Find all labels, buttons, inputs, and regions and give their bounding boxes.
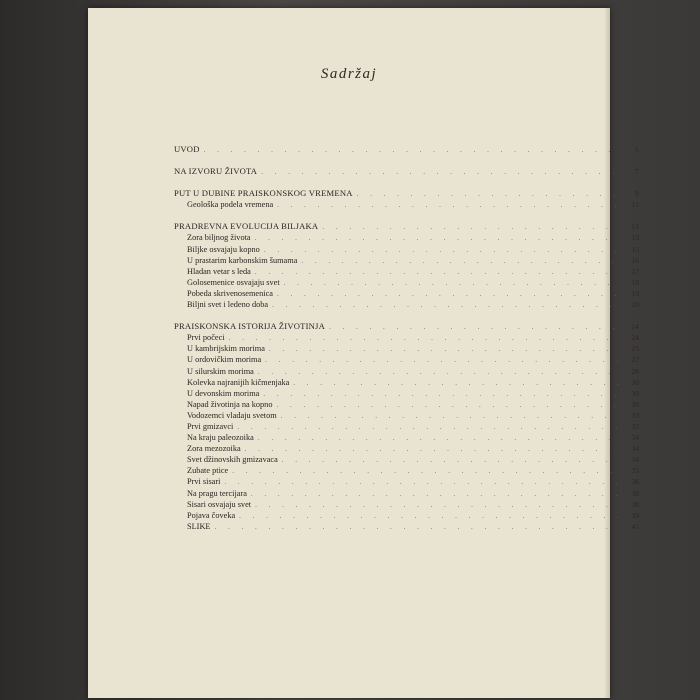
toc-entry-label: Zubate ptice (187, 466, 229, 476)
toc-subentry (174, 277, 639, 288)
toc-subentry (174, 410, 639, 421)
toc-subentry (174, 299, 639, 310)
toc-page-number: 33 (631, 410, 639, 420)
toc-entry-label: SLIKE (187, 521, 211, 531)
toc-subentry (174, 421, 639, 432)
toc-page-number: 30 (631, 399, 639, 409)
toc-entry-label: Prvi sisari (187, 477, 221, 487)
toc-page-number: 34 (631, 444, 639, 454)
toc-page-number: 33 (631, 421, 639, 431)
toc-entry-label: Geološka podela vremena (187, 200, 274, 210)
toc-page-number: 13 (631, 222, 639, 232)
toc-entry-label: U prastarim karbonskim šumama (187, 255, 298, 265)
toc-page-number: 25 (631, 344, 639, 354)
toc-leader-dots (264, 245, 619, 256)
toc-page-number: 24 (631, 322, 639, 332)
toc-page-number: 18 (631, 277, 639, 287)
toc-leader-dots (284, 278, 619, 289)
toc-page-number: 28 (631, 366, 639, 376)
toc-leader-dots (258, 367, 619, 378)
toc-gap (174, 210, 639, 221)
toc-leader-dots (272, 300, 619, 311)
toc-page-number: 30 (631, 377, 639, 387)
toc-section-entry (174, 221, 639, 232)
toc-leader-dots (301, 256, 619, 267)
toc-entry-label: Zora mezozoika (187, 444, 241, 454)
toc-subentry (174, 488, 639, 499)
toc-leader-dots (322, 222, 619, 233)
toc-gap (174, 155, 639, 166)
toc-page-number: 38 (631, 488, 639, 498)
toc-entry-label: Hladan vetar s leda (187, 266, 251, 276)
toc-page-number: 34 (631, 455, 639, 465)
toc-entry-label: Na pragu tercijara (187, 488, 247, 498)
toc-leader-dots (215, 522, 619, 533)
toc-leader-dots (276, 400, 619, 411)
toc-leader-dots (258, 433, 619, 444)
toc-leader-dots (224, 477, 619, 488)
toc-entry-label: Pojava čoveka (187, 510, 236, 520)
toc-leader-dots (329, 322, 619, 333)
toc-entry-label: PRADREVNA EVOLUCIJA BILJAKA (174, 221, 319, 232)
toc-entry-label: Sisari osvajaju svet (187, 499, 252, 509)
toc-subentry (174, 255, 639, 266)
toc-gap (174, 310, 639, 321)
toc-subentry (174, 499, 639, 510)
toc-subentry (174, 354, 639, 365)
toc-entry-label: Kolevka najranijih kičmenjaka (187, 377, 290, 387)
toc-leader-dots (282, 455, 619, 466)
toc-entry-label: Svet džinovskih gmizavaca (187, 455, 278, 465)
toc-page-number: 16 (631, 255, 639, 265)
toc-leader-dots (255, 233, 619, 244)
toc-page-number: 39 (631, 510, 639, 520)
toc-subentry (174, 199, 639, 210)
toc-page-number: 9 (635, 189, 639, 199)
toc-subentry (174, 377, 639, 388)
toc-leader-dots (281, 411, 619, 422)
toc-leader-dots (255, 500, 619, 511)
toc-entry-label: Biljni svet i ledeno doba (187, 300, 269, 310)
toc-subentry (174, 399, 639, 410)
toc-leader-dots (232, 466, 619, 477)
toc-page-number: 38 (631, 499, 639, 509)
toc-entry-label: U devonskim morima (187, 388, 260, 398)
book-page (88, 8, 639, 698)
toc-gap (174, 177, 639, 188)
toc-leader-dots (293, 378, 619, 389)
toc-subentry (174, 343, 639, 354)
toc-page-number: 17 (631, 266, 639, 276)
toc-page-number: 35 (631, 466, 639, 476)
toc-leader-dots (229, 333, 619, 344)
toc-leader-dots (269, 344, 619, 355)
toc-leader-dots (277, 289, 619, 300)
toc-entry-label: NA IZVORU ŽIVOTA (174, 166, 258, 177)
toc-leader-dots (237, 422, 619, 433)
toc-page-number: 30 (631, 388, 639, 398)
toc-leader-dots (265, 355, 619, 366)
toc-entry-label: Vodozemci vladaju svetom (187, 410, 277, 420)
toc-entry-label: Na kraju paleozoika (187, 433, 254, 443)
toc-entry-label: UVOD (174, 144, 200, 154)
toc-entry-label: U kambrijskim morima (187, 344, 265, 354)
toc-subentry (174, 510, 639, 521)
toc-subentry (174, 432, 639, 443)
table-of-contents (174, 144, 639, 532)
toc-subentry (174, 366, 639, 377)
toc-page-number: 7 (635, 167, 639, 177)
toc-page-number: 13 (631, 233, 639, 243)
toc-leader-dots (357, 189, 619, 200)
toc-entry-label: U silurskim morima (187, 366, 254, 376)
toc-page-number: 27 (631, 355, 639, 365)
toc-subentry (174, 521, 639, 532)
toc-section-entry (174, 321, 639, 332)
toc-entry-label: Biljke osvajaju kopno (187, 244, 260, 254)
toc-leader-dots (277, 200, 619, 211)
toc-page-number: 34 (631, 433, 639, 443)
toc-subentry (174, 332, 639, 343)
toc-entry-label: PUT U DUBINE PRAISKONSKOG VREMENA (174, 188, 353, 199)
toc-section-entry (174, 144, 639, 155)
toc-page-number: 20 (631, 300, 639, 310)
toc-entry-label: Zora biljnog života (187, 233, 251, 243)
toc-entry-label: Prvi počeci (187, 333, 225, 343)
toc-leader-dots (263, 389, 619, 400)
toc-leader-dots (255, 267, 619, 278)
toc-subentry (174, 288, 639, 299)
toc-entry-label: Golosemenice osvajaju svet (187, 277, 280, 287)
toc-leader-dots (239, 511, 619, 522)
toc-page-number: 41 (631, 521, 639, 531)
toc-leader-dots (204, 145, 619, 156)
toc-page-number: 19 (631, 288, 639, 298)
toc-entry-label: Napad životinja na kopno (187, 399, 273, 409)
toc-page-number: 24 (631, 333, 639, 343)
toc-section-entry (174, 188, 639, 199)
toc-leader-dots (251, 489, 619, 500)
toc-subentry (174, 476, 639, 487)
toc-entry-label: Prvi gmizavci (187, 421, 234, 431)
toc-subentry (174, 465, 639, 476)
page-title: Sadržaj (320, 66, 378, 82)
toc-subentry (174, 232, 639, 243)
toc-subentry (174, 388, 639, 399)
toc-page-number: 5 (635, 145, 639, 154)
toc-page-number: 11 (631, 200, 639, 210)
toc-subentry (174, 443, 639, 454)
toc-subentry (174, 266, 639, 277)
toc-subentry (174, 454, 639, 465)
toc-leader-dots (245, 444, 619, 455)
toc-subentry (174, 244, 639, 255)
toc-entry-label: PRAISKONSKA ISTORIJA ŽIVOTINJA (174, 321, 325, 332)
toc-leader-dots (261, 167, 619, 178)
toc-entry-label: U ordovičkim morima (187, 355, 262, 365)
toc-page-number: 36 (631, 477, 639, 487)
toc-entry-label: Pobeda skrivenosemenica (187, 288, 273, 298)
toc-section-entry (174, 166, 639, 177)
toc-page-number: 15 (631, 244, 639, 254)
